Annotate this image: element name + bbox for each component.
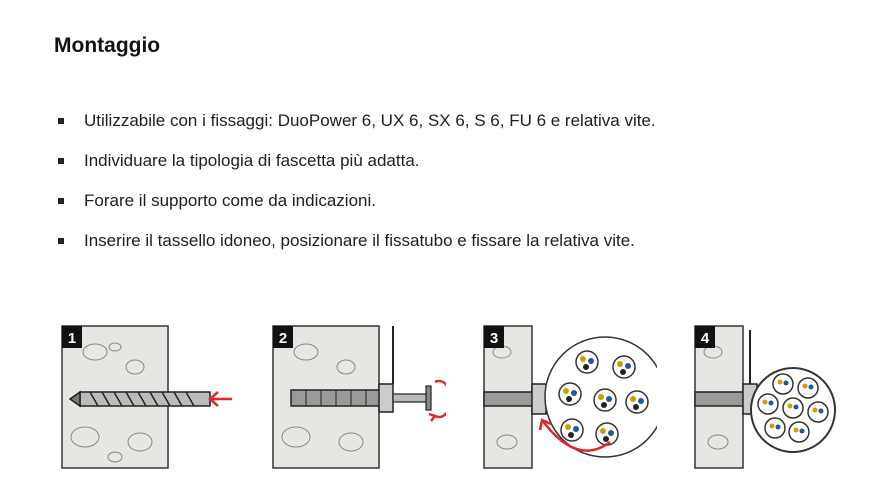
list-item: [58, 148, 656, 188]
bullet-icon: [58, 118, 64, 124]
list-item: [58, 228, 656, 268]
screw-head: [426, 386, 431, 410]
step-figure-2: [271, 322, 446, 472]
bullet-icon: [58, 238, 64, 244]
list-item: [58, 108, 656, 148]
step-text: Forare il supporto come da indicazioni.: [84, 191, 376, 210]
step-number: 4: [700, 330, 710, 347]
step-text: Inserire il tassello idoneo, posizionare il fissatubo e fissare la relativa vite.: [84, 231, 635, 250]
step-number: 2: [278, 330, 288, 347]
step-text: Individuare la tipologia di fascetta più adatta.: [84, 151, 420, 170]
clip-base: [379, 384, 393, 412]
step-number: 1: [67, 330, 77, 347]
step-figure-1: [60, 322, 235, 472]
list-item: [58, 188, 656, 228]
arrow-left-icon: [210, 392, 232, 406]
section-title: Montaggio: [54, 34, 161, 57]
clip-base: [532, 384, 546, 414]
screw-shaft: [393, 394, 428, 402]
step-figure-4: [693, 322, 868, 472]
bullet-icon: [58, 198, 64, 204]
instruction-list: [58, 108, 656, 268]
step-figure-3: [482, 322, 657, 472]
anchor-plug: [695, 392, 745, 406]
anchor-plug: [484, 392, 534, 406]
step-text: Utilizzabile con i fissaggi: DuoPower 6, UX 6, SX 6, S 6, FU 6 e relativa vite.: [84, 111, 656, 130]
step-number: 3: [489, 330, 499, 347]
bullet-icon: [58, 158, 64, 164]
